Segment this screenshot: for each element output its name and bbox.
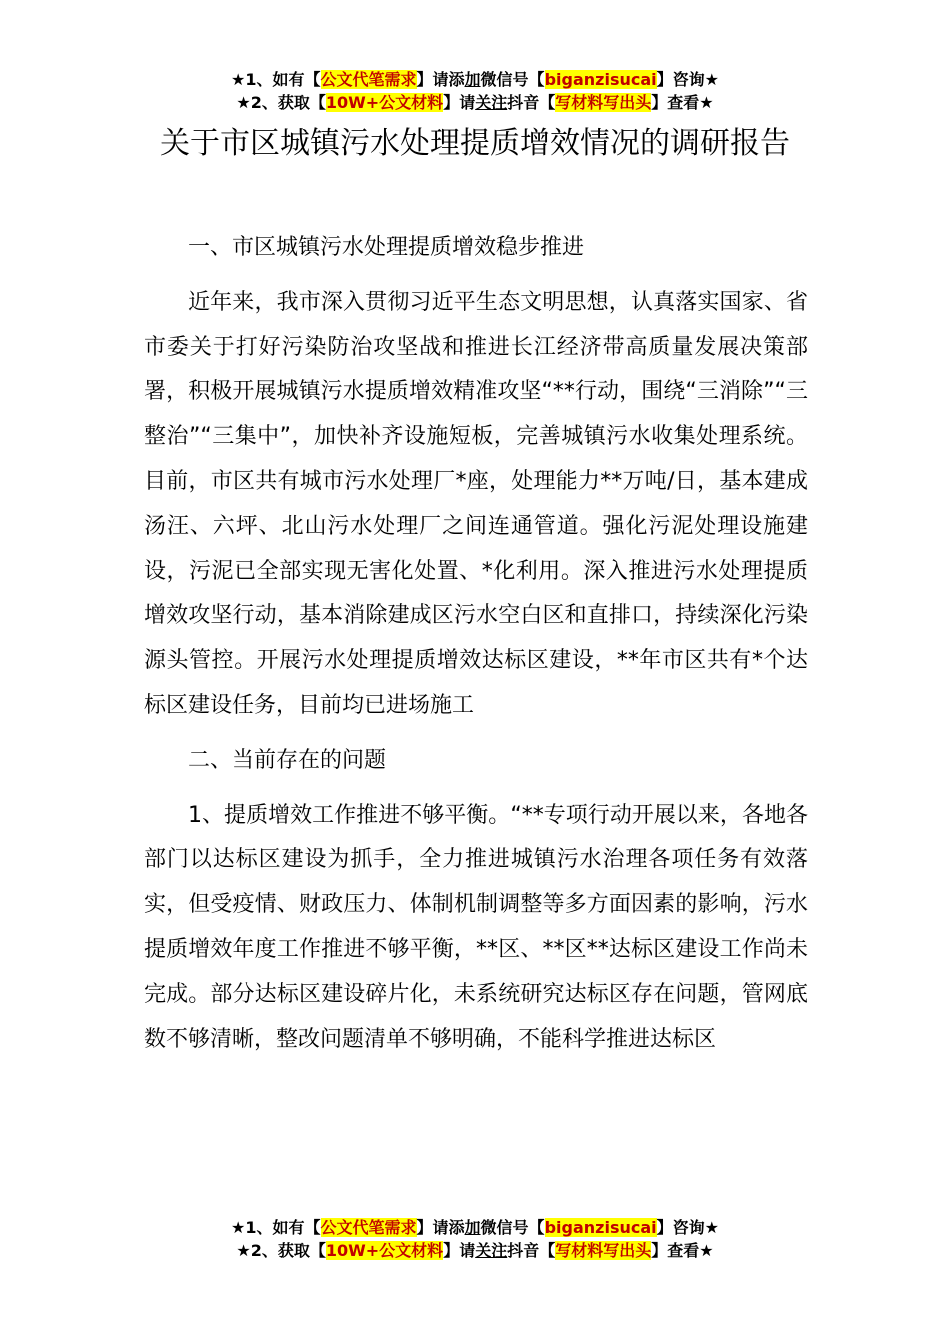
- highlight-douyin: 写材料写出头: [555, 93, 652, 112]
- section-2-heading: 二、当前存在的问题: [188, 747, 387, 773]
- section-1-heading: 一、市区城镇污水处理提质增效稳步推进: [188, 235, 585, 260]
- banner-line-1: ★1、如有【公文代笔需求】请添加微信号【biganzisucai】咨询★: [231, 70, 719, 89]
- footer-line-2: ★2、获取【10W+公文材料】请关注抖音【写材料写出头】查看★: [236, 1241, 714, 1260]
- highlight-service: 公文代笔需求: [320, 70, 417, 89]
- document-title: 关于市区城镇污水处理提质增效情况的调研报告: [160, 126, 790, 161]
- document-body: [144, 226, 808, 1062]
- header-banner: [0, 68, 950, 114]
- footer-line-1: ★1、如有【公文代笔需求】请添加微信号【biganzisucai】咨询★: [231, 1218, 719, 1237]
- footer-banner: [0, 1216, 950, 1262]
- highlight-materials: 10W+公文材料: [325, 93, 444, 112]
- highlight-wechat-id: biganzisucai: [544, 70, 657, 89]
- banner-line-2: ★2、获取【10W+公文材料】请关注抖音【写材料写出头】查看★: [236, 93, 714, 112]
- section-2-paragraph: 1、提质增效工作推进不够平衡。“**专项行动开展以来，各地各部门以达标区建设为抓手，全力推进城镇污水治理各项任务有效落实，但受疫情、财政压力、体制机制调整等多方面因素的影响，污水提质增效年度工作推进不够平衡，**区、**区**达标区建设工作尚未完成。部分达标区建设碎片化，未系统研究达标区存在问题，管网底数不够清晰，整改问题清单不够明确，不能科学推进达标区: [144, 802, 808, 1052]
- section-1-paragraph: 近年来，我市深入贯彻习近平生态文明思想，认真落实国家、省市委关于打好污染防治攻坚战和推进长江经济带高质量发展决策部署，积极开展城镇污水提质增效精准攻坚“**行动，围绕“三消除”“三整治”“三集中”，加快补齐设施短板，完善城镇污水收集处理系统。目前，市区共有城市污水处理厂*座，处理能力**万吨/日，基本建成汤汪、六坪、北山污水处理厂之间连通管道。强化污泥处理设施建设，污泥已全部实现无害化处置、*化利用。深入推进污水处理提质增效攻坚行动，基本消除建成区污水空白区和直排口，持续深化污染源头管控。开展污水处理提质增效达标区建设，**年市区共有*个达标区建设任务，目前均已进场施工: [144, 289, 808, 718]
